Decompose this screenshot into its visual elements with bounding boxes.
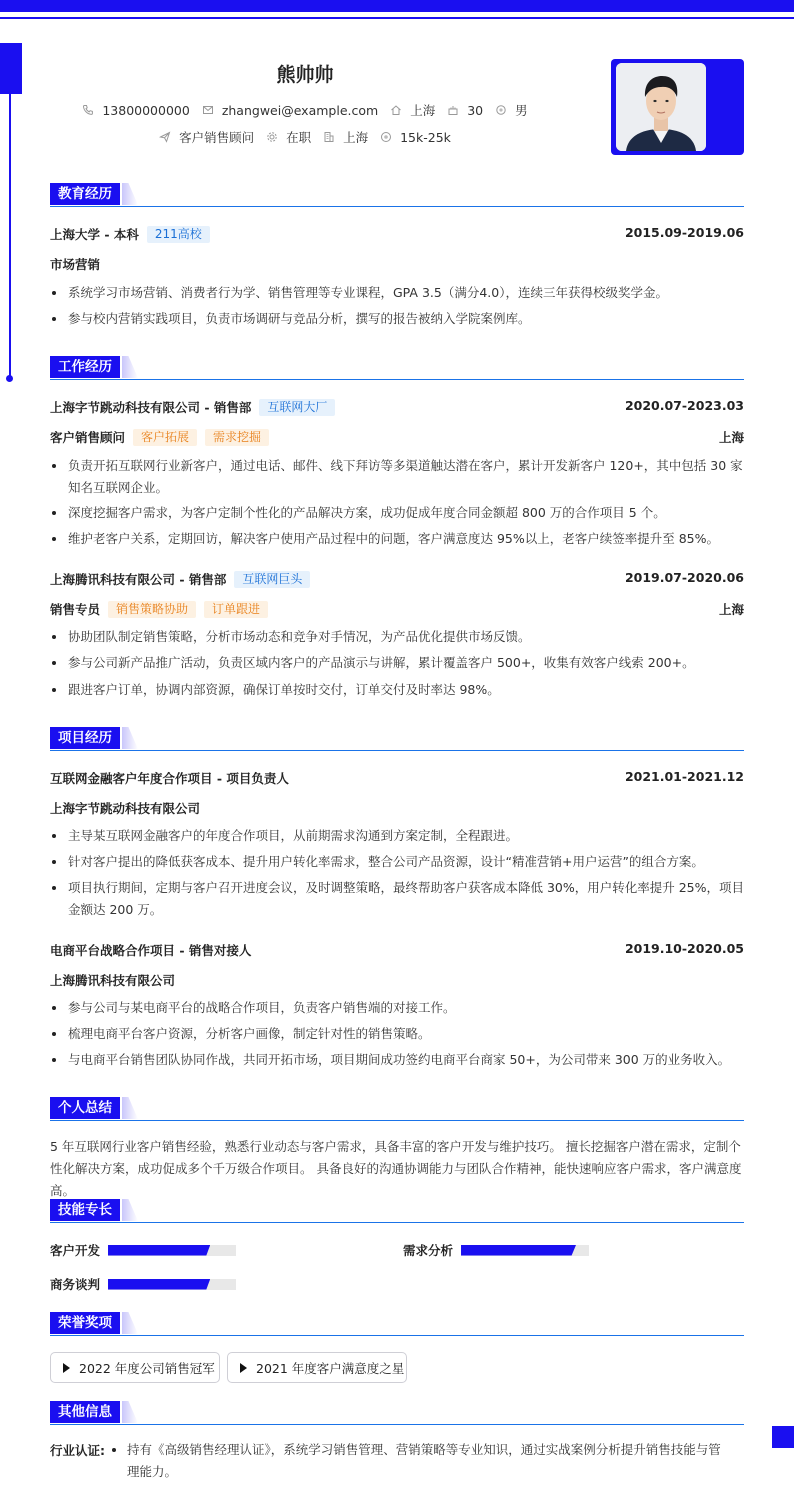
work-header [50, 570, 744, 588]
skill-item [50, 1275, 236, 1293]
skill-item [403, 1241, 589, 1259]
role-name: 销售专员 [50, 602, 101, 617]
city-info [390, 101, 435, 119]
school-name: 上海大学 - 本科 [50, 227, 139, 242]
role-tag: 销售策略协助 [108, 601, 196, 618]
money-icon [380, 131, 392, 143]
work-period: 2020.07-2023.03 [624, 398, 744, 413]
education-major-row [50, 255, 744, 273]
section-education [50, 183, 744, 207]
list-item: 协助团队制定销售策略，分析市场动态和竞争对手情况，为产品优化提供市场反馈。 [50, 626, 744, 648]
section-rule [50, 1424, 744, 1425]
work-location: 上海 [718, 602, 744, 617]
work-role-row [50, 600, 744, 618]
skill-bar-fill [108, 1245, 210, 1256]
section-projects-title: 项目经历 [50, 727, 120, 749]
project-period: 2019.10-2020.05 [624, 941, 744, 956]
age-text: 30 [467, 102, 484, 118]
candidate-name: 熊帅帅 [276, 64, 334, 86]
role-tag: 客户拓展 [133, 429, 197, 446]
education-header [50, 225, 744, 243]
send-icon [159, 131, 171, 143]
status-info [266, 128, 311, 146]
award-item [227, 1352, 407, 1383]
project-title: 电商平台战略合作项目 - 销售对接人 [50, 943, 252, 958]
triangle-icon [63, 1363, 70, 1373]
skill-bar [461, 1245, 589, 1256]
triangle-icon [240, 1363, 247, 1373]
company-name: 上海字节跳动科技有限公司 - 销售部 [50, 400, 252, 415]
gear-icon [266, 131, 278, 143]
building-icon [323, 131, 335, 143]
age-info [447, 103, 483, 118]
section-title-tail [122, 1401, 138, 1423]
salary-info [380, 130, 451, 145]
section-projects [50, 727, 744, 751]
phone-icon [82, 104, 94, 116]
award-item [50, 1352, 220, 1383]
list-item: 针对客户提出的降低获客成本、提升用户转化率需求，整合公司产品资源，设计“精准营销+用户运营”的组合方案。 [50, 851, 744, 873]
profile-photo [616, 63, 706, 151]
education-period: 2015.09-2019.06 [624, 225, 744, 240]
contact-info-row [0, 101, 610, 119]
section-work [50, 356, 744, 380]
project-header [50, 769, 744, 787]
section-rule [50, 1222, 744, 1223]
project-company: 上海字节跳动科技有限公司 [50, 801, 201, 816]
work-header [50, 398, 744, 416]
status-text: 在职 [286, 130, 312, 145]
section-summary-title: 个人总结 [50, 1097, 120, 1119]
project-company-row [50, 971, 744, 989]
skill-item [50, 1241, 236, 1259]
top-accent-bar [0, 0, 794, 12]
position-info [159, 128, 254, 146]
section-other [50, 1401, 744, 1425]
section-rule [50, 206, 744, 207]
expected-city-text: 上海 [343, 130, 369, 145]
section-title-tail [122, 1097, 138, 1119]
major-name: 市场营销 [50, 257, 101, 272]
skill-name: 商务谈判 [50, 1277, 101, 1292]
list-item: 负责开拓互联网行业新客户，通过电话、邮件、线下拜访等多渠道触达潜在客户，累计开发新客户 120+，其中包括 30 家知名互联网企业。 [50, 455, 744, 499]
list-item: 深度挖掘客户需求，为客户定制个性化的产品解决方案，成功促成年度合同金额超 800 万的合作项目 5 个。 [50, 502, 744, 524]
section-awards [50, 1312, 744, 1336]
home-icon [390, 104, 402, 116]
list-item: 维护老客户关系，定期回访，解决客户使用产品过程中的问题，客户满意度达 95%以上，老客户续签率提升至 85%。 [50, 528, 744, 550]
award-text: 2022 年度公司销售冠军 [79, 1360, 215, 1376]
summary-text: 5 年互联网行业客户销售经验，熟悉行业动态与客户需求，具备丰富的客户开发与维护技巧。 擅长挖掘客户潜在需求，定制个性化解决方案，成功促成多个千万级合作项目。 具备良好的沟通协调能力与团队合作精神，能快速响应客户需求，客户满意度高。 [50, 1139, 742, 1198]
section-title-tail [122, 1199, 138, 1221]
section-work-title: 工作经历 [50, 356, 120, 378]
skill-bar [108, 1245, 236, 1256]
list-item: 梳理电商平台客户资源，分析客户画像，制定针对性的销售策略。 [50, 1023, 744, 1045]
skill-bar-fill [108, 1279, 210, 1290]
skill-name: 需求分析 [403, 1243, 454, 1258]
email-text: zhangwei@example.com [221, 102, 379, 118]
top-accent-line [0, 17, 794, 19]
city-text: 上海 [410, 103, 436, 118]
skill-bar-fill [461, 1245, 576, 1256]
award-text: 2021 年度客户满意度之星 [256, 1360, 405, 1376]
email-info [202, 103, 378, 118]
section-title-tail [122, 356, 138, 378]
section-other-title: 其他信息 [50, 1401, 120, 1423]
company-name: 上海腾讯科技有限公司 - 销售部 [50, 572, 227, 587]
left-timeline-dot [6, 375, 13, 382]
section-rule [50, 379, 744, 380]
list-item: 参与公司新产品推广活动，负责区域内客户的产品演示与讲解，累计覆盖客户 500+，收集有效客户线索 200+。 [50, 652, 744, 674]
mail-icon [202, 104, 214, 116]
list-item: 主导某互联网金融客户的年度合作项目，从前期需求沟通到方案定制，全程跟进。 [50, 825, 744, 847]
section-rule [50, 1335, 744, 1336]
list-item: 项目执行期间，定期与客户召开进度会议，及时调整策略，最终帮助客户获客成本降低 30%，用户转化率提升 25%，项目金额达 200 万。 [50, 877, 744, 921]
project-title: 互联网金融客户年度合作项目 - 项目负责人 [50, 771, 289, 786]
company-tag: 互联网大厂 [259, 399, 335, 416]
age-icon [447, 104, 459, 116]
company-tag: 互联网巨头 [234, 571, 310, 588]
section-skills [50, 1199, 744, 1223]
other-info-text: 持有《高级销售经理认证》，系统学习销售管理、营销策略等专业知识，通过实战案例分析提升销售技能与管理能力。 [110, 1439, 730, 1483]
phone-info [82, 103, 189, 118]
position-text: 客户销售顾问 [179, 130, 255, 145]
job-info-row [0, 128, 610, 146]
gender-icon [495, 104, 507, 116]
section-awards-title: 荣誉奖项 [50, 1312, 120, 1334]
section-summary [50, 1097, 744, 1121]
project-header [50, 941, 744, 959]
list-item: 系统学习市场营销、消费者行为学、销售管理等专业课程，GPA 3.5（满分4.0），连续三年获得校级奖学金。 [50, 282, 744, 304]
section-education-title: 教育经历 [50, 183, 120, 205]
gender-info [495, 101, 528, 119]
role-name: 客户销售顾问 [50, 430, 126, 445]
other-info-label: 行业认证: [50, 1443, 105, 1458]
list-item: 与电商平台销售团队协同作战，共同开拓市场，项目期间成功签约电商平台商家 50+，为公司带来 300 万的业务收入。 [50, 1049, 744, 1071]
expected-city-info [323, 128, 368, 146]
skill-bar [108, 1279, 236, 1290]
section-title-tail [122, 183, 138, 205]
list-item: 参与校内营销实践项目，负责市场调研与竞品分析，撰写的报告被纳入学院案例库。 [50, 308, 744, 330]
salary-text: 15k-25k [400, 129, 451, 145]
gender-text: 男 [515, 103, 528, 118]
list-item: 参与公司与某电商平台的战略合作项目，负责客户销售端的对接工作。 [50, 997, 744, 1019]
section-rule [50, 750, 744, 751]
phone-text: 13800000000 [102, 102, 190, 118]
section-skills-title: 技能专长 [50, 1199, 120, 1221]
work-location: 上海 [718, 430, 744, 445]
section-title-tail [122, 727, 138, 749]
right-accent-block [772, 1426, 794, 1448]
school-tag: 211高校 [147, 226, 210, 243]
section-rule [50, 1120, 744, 1121]
project-company: 上海腾讯科技有限公司 [50, 973, 176, 988]
work-role-row [50, 428, 744, 446]
left-accent-block [0, 43, 22, 94]
project-period: 2021.01-2021.12 [624, 769, 744, 784]
role-tag: 订单跟进 [204, 601, 268, 618]
list-item: 跟进客户订单，协调内部资源，确保订单按时交付，订单交付及时率达 98%。 [50, 679, 744, 701]
section-title-tail [122, 1312, 138, 1334]
work-period: 2019.07-2020.06 [624, 570, 744, 585]
role-tag: 需求挖掘 [205, 429, 269, 446]
project-company-row [50, 799, 744, 817]
skill-name: 客户开发 [50, 1243, 101, 1258]
